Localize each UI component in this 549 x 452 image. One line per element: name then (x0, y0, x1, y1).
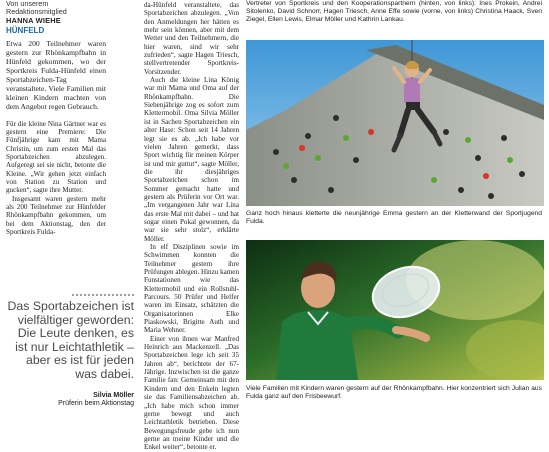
byline-intro: Von unserem Redaktionsmitglied (6, 0, 67, 17)
climbing-wall-illustration (246, 40, 544, 206)
article-paragraph: da-Hünfeld veranstaltete, das Sportabzeichen abzulegen. „Von den Anmeldungen her hätten es mehr sein können, aber mit dem Wetter und den Teilnehmern, die hier waren, sind wir sehr zufrieden“, sagte Hagen Triesch, stellvertretender Sportkreis-Vorsitzender. (144, 1, 239, 76)
pullquote-source (20, 392, 134, 409)
pullquote: Das Sportabzeichen ist vielfältiger geworden: Die Leute denken, es ist nur Leichtathletik – aber es ist für jeden was dabei. (7, 299, 134, 381)
climbing-photo-caption: Ganz hoch hinaus kletterte die neunjährige Emma gestern an der Kletterwand der Sportjugend Fulda. (246, 210, 542, 225)
pullquote-source-name: Silvia Möller (93, 392, 134, 399)
pullquote-rule (72, 294, 134, 296)
frisbee-photo (246, 240, 544, 380)
article-paragraph: Einer von ihnen war Manfred Heinrich aus Mackenzell. „Das Sportabzeichen lege ich seit 35 Jahren ab“, berichtete der 67-Jährige. Inzwischen ist die ganze Familie fan: Gemeinsam mit den Kindern und den Enkeln legten sie das Familiensabzeichen ab. „Ich habe mich schon immer gerne bewegt und auch Leichtathletik betrieben. Diese Bewegungsfreude gebe ich nun gerne an meine Kinder und die Enkel weiter“, betonte er. (144, 334, 239, 452)
frisbee-illustration (246, 240, 544, 380)
byline-author: HANNA WIEHE (6, 15, 61, 25)
article-lead: Etwa 200 Teilnehmer waren gestern zur Rhönkampfbahn in Hünfeld gekommen, wo der Sportkreis Fulda-Hünfeld einen Sportabzeichen-Tag veranstaltete. Viele Familien mit kleinen Kindern machten von dem Angebot regen Gebrauch. (6, 39, 106, 111)
article-column-2 (144, 1, 239, 452)
climbing-wall-photo (246, 40, 544, 206)
article-column-1 (6, 0, 106, 236)
pullquote-source-role: Prüferin beim Aktionstag (58, 400, 134, 408)
article-paragraph: Für die kleine Nina Gärtner war es gestern eine Premiere: Die Fünfjährige kam mit Mama Christin, um zum ersten Mal das Sportabzeichen abzulegen. Aufgeregt sei sie nicht, betonte die Kleine. „Wir gehen jetzt einfach von Station zu Station und gucken“, sagte ihre Mutter. (6, 119, 106, 195)
article-paragraph: Auch die kleine Lina König war mit Mama und Oma auf der Rhönkampfbahn. Die Siebenjährige zog es sofort zum Klettermobil. Oma Silvia Möller ist in Sachen Sportabzeichen ein alter Hase: Schon seit 14 Jahren legt sie es ab. „Ich habe vor vielen Jahren gemerkt, dass Sport wichtig für meinen Körper ist und mir guttut“, sagte Möller, die ihr diesjähriges Sportabzeichen schon im Sommer gemacht hatte und gestern als Prüferin vor Ort war. „Im vergangenen Jahr war Lina das erste Mal mit dabei – und hat sogar einen Pokal gewonnen, da war sie sehr stolz“, erklärte Möller. (144, 76, 239, 243)
dateline-location: HÜNFELD (6, 26, 45, 36)
frisbee-photo-caption: Viele Familien mit Kindern waren gestern auf der Rhönkampfbahn. Hier konzentriert sich Julian aus Fulda ganz auf den Frisbeewurf. (246, 385, 542, 400)
article-paragraph: In elf Disziplinen sowie im Schwimmen konnten die Teilnehmer gestern ihre Prüfungen ablegen. Hinzu kamen Funstationen wie das Klettermobil und ein Rollstuhl-Parcours. 50 Prüfer und Helfer waren im Einsatz, schätzten die Organisatorinnen Elke Piaskowski, Brigitte Auth und Maria Wehner. (144, 242, 239, 335)
photo-credits-top: Vertreter von Sportkreis und den Kooperationspartnern (hinten, von links): Ines Prokein, Andrei Sitolenko, David Schnorr, Hagen Triesch, Anne Effe sowie (vorne, von links) Christina Haack, Sven Ziegel, Ellen Lewis, Elmar Möller und Kathrin Lankau. (246, 0, 542, 23)
article-paragraph: Insgesamt waren gestern mehr als 200 Teilnehmer zur Hünfelder Rhönkampfbahn gekommen, um bei dem Aktionstag, den der Sportkreis Fulda- (6, 194, 106, 237)
